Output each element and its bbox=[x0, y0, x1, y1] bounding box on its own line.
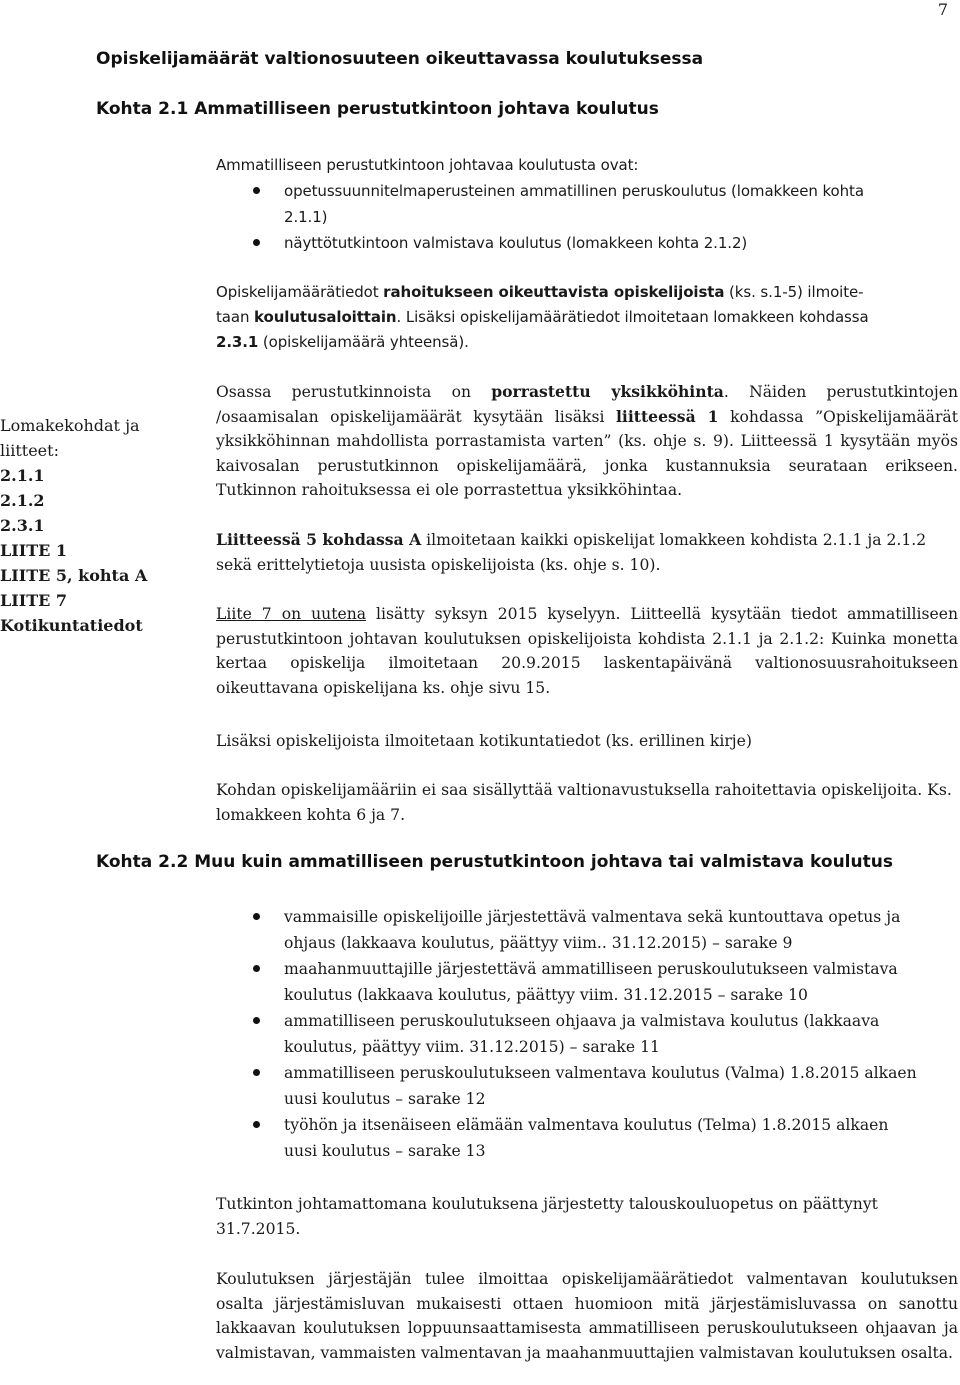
liite7-paragraph: Liite 7 on uutena lisätty syksyn 2015 kyselyyn. Liitteellä kysytään tiedot ammatilliseen perustutkintoon johtavan koulutuksen opiskelijoista kohdista 2.1.1 ja 2.1.2: Kuinka monetta kertaa opiskelija ilmoitetaan 20.9.2015 laskentapäivänä valtionosuusrahoitukseen oikeuttavana opiskelijana ks. ohje sivu 15. bbox=[216, 605, 958, 697]
sidebar-item: Kotikuntatiedot bbox=[0, 616, 143, 635]
section1-intro-block bbox=[216, 152, 958, 256]
porrastus-paragraph: Osassa perustutkinnoista on porrastettu yksikköhinta. Näiden perustutkintojen /osaamisalan opiskelijamäärät kysytään lisäksi liitteessä 1 kohdassa ”Opiskelijamäärät yksikköhinnan mahdollista porrastamista varten” (ks. ohje s. 9). Liitteessä 1 kysytään myös kaivosalan perustutkinnon opiskelijamäärä, jonka kustannuksia seurataan erikseen. Tutkinnon rahoituksessa ei ole porrastettua yksikköhintaa. bbox=[216, 382, 958, 499]
sidebar-item: 2.1.1 bbox=[0, 466, 45, 485]
sidebar-label: Lomakekohdat ja bbox=[0, 416, 140, 435]
section2-bullet-block bbox=[216, 904, 958, 1164]
sidebar-label: liitteet: bbox=[0, 441, 59, 460]
sidebar-item: LIITE 1 bbox=[0, 541, 68, 560]
list-item: vammaisille opiskelijoille järjestettävä valmentava sekä kuntouttava opetus ja ohjaus (lakkaava koulutus, päättyy viim.. 31.12.2015) – sarake 9 bbox=[216, 904, 958, 956]
sidebar-item: 2.1.2 bbox=[0, 491, 45, 510]
list-item: työhön ja itsenäiseen elämään valmentava koulutus (Telma) 1.8.2015 alkaen uusi koulutus – sarake 13 bbox=[216, 1112, 958, 1164]
list-item: maahanmuuttajille järjestettävä ammatilliseen peruskoulutukseen valmistava koulutus (lakkaava koulutus, päättyy viim. 31.12.2015 – sarake 10 bbox=[216, 956, 958, 1008]
list-item: ammatilliseen peruskoulutukseen ohjaava ja valmistava koulutus (lakkaava koulutus, päättyy viim. 31.12.2015) – sarake 11 bbox=[216, 1008, 958, 1060]
kotikunta-paragraph: Lisäksi opiskelijoista ilmoitetaan kotikuntatiedot (ks. erillinen kirje) bbox=[216, 732, 752, 750]
page-title: Opiskelijamäärät valtionosuuteen oikeuttavassa koulutuksessa bbox=[96, 49, 704, 69]
funding-paragraph: Opiskelijamäärätiedot rahoitukseen oikeuttavista opiskelijoista (ks. s.1-5) ilmoite- taan koulutusaloittain. Lisäksi opiskelijamäärätiedot ilmoitetaan lomakkeen kohdassa 2.3.1 (opiskelijamäärä yhteensä). bbox=[216, 283, 869, 351]
page-number: 7 bbox=[937, 0, 948, 19]
list-item: näyttötutkintoon valmistava koulutus (lomakkeen kohta 2.1.2) bbox=[216, 230, 958, 256]
liite5-paragraph: Liitteessä 5 kohdassa A ilmoitetaan kaikki opiskelijat lomakkeen kohdista 2.1.1 ja 2.1.2 sekä erittelytietoja uusista opiskelijoista (ks. ohje s. 10). bbox=[216, 530, 927, 574]
list-item: opetussuunnitelmaperusteinen ammatillinen peruskoulutus (lomakkeen kohta 2.1.1) bbox=[216, 178, 958, 230]
sidebar-form-items bbox=[0, 413, 170, 638]
section-heading-2-1: Kohta 2.1 Ammatilliseen perustutkintoon johtava koulutus bbox=[96, 99, 659, 119]
exclusion-paragraph: Kohdan opiskelijamääriin ei saa sisällyttää valtionavustuksella rahoitettavia opiskelijoita. Ks. lomakkeen kohta 6 ja 7. bbox=[216, 781, 952, 824]
sidebar-item: 2.3.1 bbox=[0, 516, 45, 535]
sidebar-item: LIITE 5, kohta A bbox=[0, 566, 148, 585]
talous-paragraph: Tutkinton johtamattomana koulutuksena järjestetty talouskouluopetus on päättynyt 31.7.2015. bbox=[216, 1195, 878, 1238]
intro-text: Ammatilliseen perustutkintoon johtavaa koulutusta ovat: bbox=[216, 156, 639, 174]
section1-bullet-list bbox=[216, 178, 958, 256]
section2-bullet-list bbox=[216, 904, 958, 1164]
list-item: ammatilliseen peruskoulutukseen valmentava koulutus (Valma) 1.8.2015 alkaen uusi koulutus – sarake 12 bbox=[216, 1060, 958, 1112]
final-paragraph: Koulutuksen järjestäjän tulee ilmoittaa opiskelijamäärätiedot valmentavan koulutuksen osalta järjestämisluvan mukaisesti ottaen huomioon mitä järjestämisluvassa on sanottu lakkaavan koulutuksen loppuunsaattamisesta ammatilliseen peruskoulutukseen ohjaavan ja valmistavan, vammaisten valmentavan ja maahanmuuttajien valmistavan koulutuksen osalta. bbox=[216, 1270, 958, 1362]
section-heading-2-2: Kohta 2.2 Muu kuin ammatilliseen perustutkintoon johtava tai valmistava koulutus bbox=[96, 852, 893, 872]
sidebar-item: LIITE 7 bbox=[0, 591, 68, 610]
